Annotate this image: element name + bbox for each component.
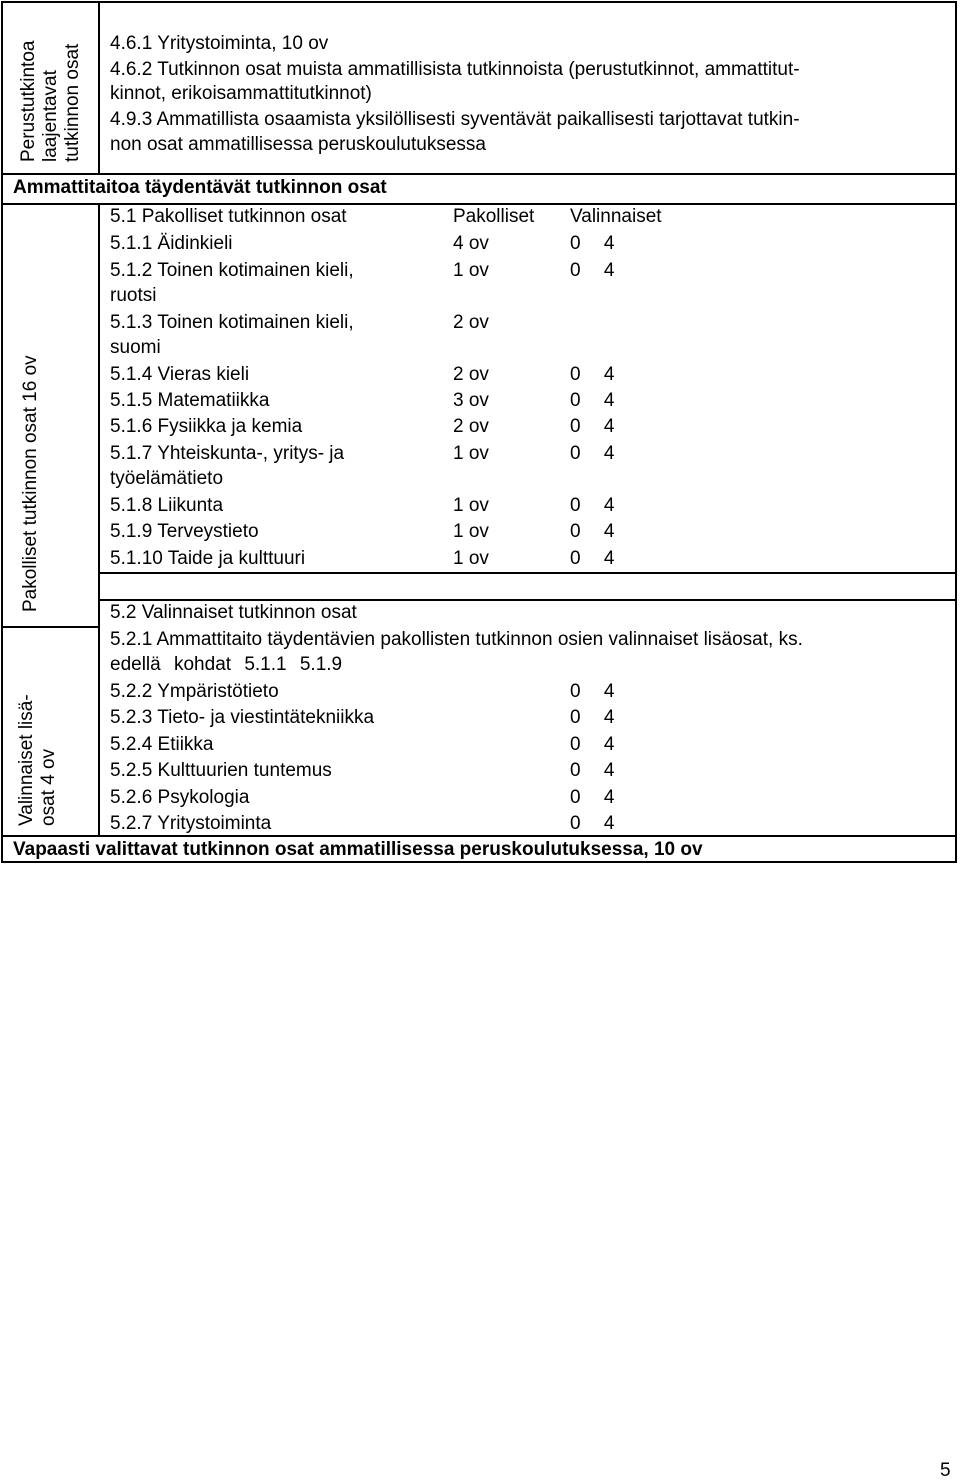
optional-note-cont: edellä kohdat 5.1.1 5.1.9 xyxy=(110,654,343,675)
page-number: 5 xyxy=(940,1460,951,1481)
top-side-label-line: laajentavat xyxy=(40,70,61,162)
row-optional: 0 4 xyxy=(570,681,615,702)
optional-heading: 5.2 Valinnaiset tutkinnon osat xyxy=(110,602,357,623)
row-mandatory: 2 ov xyxy=(453,364,489,385)
mandatory-optional-divider-left xyxy=(1,626,98,628)
row-optional: 0 4 xyxy=(570,233,615,254)
row-optional: 0 4 xyxy=(570,260,615,281)
row-name: 5.1.3 Toinen kotimainen kieli, xyxy=(110,312,354,333)
row-name: 5.2.5 Kulttuurien tuntemus xyxy=(110,760,332,781)
row-optional: 0 4 xyxy=(570,548,615,569)
row-name: 5.1.1 Äidinkieli xyxy=(110,233,233,254)
optional-side-label xyxy=(16,694,60,826)
top-side-label-line: tutkinnon osat xyxy=(62,43,83,162)
top-line: 4.9.3 Ammatillista osaamista yksilöllisesti syventävät paikallisesti tarjottavat tutkin- xyxy=(110,109,800,130)
row-mandatory: 2 ov xyxy=(453,312,489,333)
row-name-cont: suomi xyxy=(110,337,161,358)
row-optional: 0 4 xyxy=(570,813,615,834)
row-optional: 0 4 xyxy=(570,787,615,808)
row-mandatory: 2 ov xyxy=(453,416,489,437)
side-column-divider xyxy=(98,1,100,173)
top-line: 4.6.2 Tutkinnon osat muista ammatillisista tutkinnoista (perustutkinnot, ammattitut- xyxy=(110,59,800,80)
row-optional: 0 4 xyxy=(570,416,615,437)
top-side-label xyxy=(18,41,84,162)
row-name-cont: ruotsi xyxy=(110,285,157,306)
row-name: 5.1.10 Taide ja kulttuuri xyxy=(110,548,306,569)
empty-row-top xyxy=(98,572,956,574)
row-name-cont: työelämätieto xyxy=(110,468,224,489)
top-side-label-line: Perustutkintoa xyxy=(18,40,39,162)
row-name: 5.1.2 Toinen kotimainen kieli, xyxy=(110,260,354,281)
mandatory-heading: 5.1 Pakolliset tutkinnon osat xyxy=(110,206,347,227)
optional-side-label-line: Valinnaiset lisä- xyxy=(16,694,37,826)
row-name: 5.2.3 Tieto- ja viestintätekniikka xyxy=(110,707,375,728)
row-optional: 0 4 xyxy=(570,760,615,781)
col-header-optional: Valinnaiset xyxy=(570,206,662,227)
row-mandatory: 1 ov xyxy=(453,495,489,516)
table-bottom-border xyxy=(1,861,957,863)
row-name: 5.1.4 Vieras kieli xyxy=(110,364,250,385)
table-top-border xyxy=(1,1,956,3)
row-name: 5.2.4 Etiikka xyxy=(110,734,214,755)
mandatory-side-label: Pakolliset tutkinnon osat 16 ov xyxy=(20,355,41,612)
row-optional: 0 4 xyxy=(570,443,615,464)
row-optional: 0 4 xyxy=(570,707,615,728)
row-optional: 0 4 xyxy=(570,734,615,755)
row-name: 5.2.7 Yritystoiminta xyxy=(110,813,272,834)
optional-note: 5.2.1 Ammattitaito täydentävien pakollisten tutkinnon osien valinnaiset lisäosat, ks. xyxy=(110,629,803,650)
row-name: 5.2.6 Psykologia xyxy=(110,787,250,808)
table-left-border xyxy=(1,1,3,863)
optional-side-label-line: osat 4 ov xyxy=(38,748,59,826)
side-column-divider-lower xyxy=(98,203,100,835)
row-mandatory: 3 ov xyxy=(453,390,489,411)
row-mandatory: 1 ov xyxy=(453,521,489,542)
top-line: 4.6.1 Yritystoiminta, 10 ov xyxy=(110,33,329,54)
row-optional: 0 4 xyxy=(570,364,615,385)
row-mandatory: 4 ov xyxy=(453,233,489,254)
footer-row: Vapaasti valittavat tutkinnon osat ammatillisessa peruskoulutuksessa, 10 ov xyxy=(13,839,703,860)
row-optional: 0 4 xyxy=(570,390,615,411)
row-mandatory: 1 ov xyxy=(453,548,489,569)
footer-row-top xyxy=(1,835,957,837)
table-right-border xyxy=(955,1,957,863)
row-name: 5.1.6 Fysiikka ja kemia xyxy=(110,416,303,437)
row-name: 5.1.8 Liikunta xyxy=(110,495,224,516)
row-name: 5.1.5 Matematiikka xyxy=(110,390,270,411)
row-optional: 0 4 xyxy=(570,495,615,516)
section-divider xyxy=(1,173,957,175)
top-line: kinnot, erikoisammattitutkinnot) xyxy=(110,83,372,104)
row-name: 5.2.2 Ympäristötieto xyxy=(110,681,279,702)
row-name: 5.1.9 Terveystieto xyxy=(110,521,259,542)
top-line: non osat ammatillisessa peruskoulutuksessa xyxy=(110,134,486,155)
heading-divider xyxy=(1,203,957,205)
row-optional: 0 4 xyxy=(570,521,615,542)
section-heading: Ammattitaitoa täydentävät tutkinnon osat xyxy=(13,177,387,198)
col-header-mandatory: Pakolliset xyxy=(453,206,535,227)
row-mandatory: 1 ov xyxy=(453,260,489,281)
row-name: 5.1.7 Yhteiskunta-, yritys- ja xyxy=(110,443,345,464)
row-mandatory: 1 ov xyxy=(453,443,489,464)
empty-row-bottom xyxy=(98,599,956,601)
